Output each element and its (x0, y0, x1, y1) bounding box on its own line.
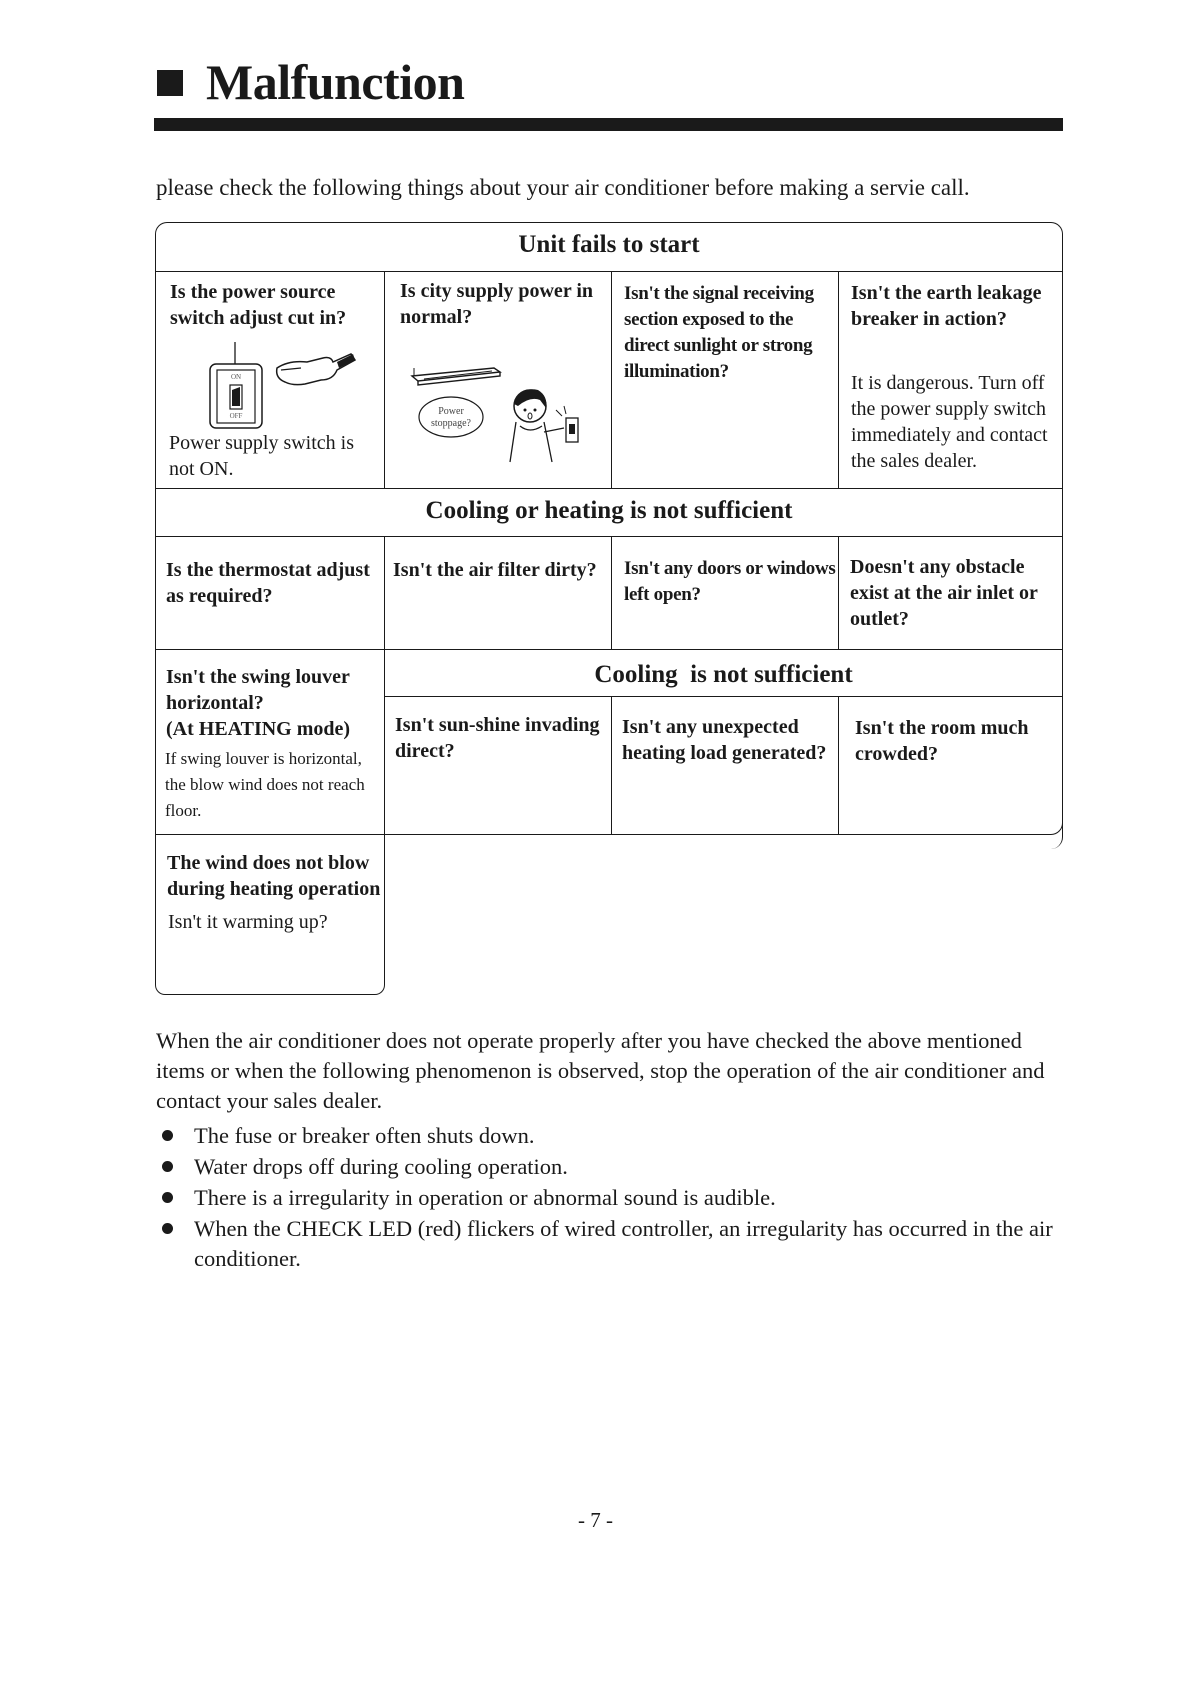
question-power-switch: Is the power source switch adjust cut in? (170, 281, 347, 329)
title-rule (154, 118, 1063, 131)
bullet-icon (162, 1161, 173, 1172)
question-wind: The wind does not blow during heating operation (167, 852, 381, 900)
list-item: When the CHECK LED (red) flickers of wired controller, an irregularity has occurred in the air conditioner. (162, 1214, 1062, 1274)
phenomena-list (162, 1121, 1062, 1275)
svg-text:stoppage?: stoppage? (431, 418, 471, 429)
question-heating-load: Isn't any unexpected heating load generated? (622, 716, 827, 764)
title-square-icon (157, 70, 183, 96)
answer-power-switch: Power supply switch is not ON. (169, 432, 354, 480)
intro-text: please check the following things about your air conditioner before making a servie call. (156, 175, 970, 200)
question-earth-leakage: Isn't the earth leakage breaker in action? (851, 282, 1042, 330)
page-title: Malfunction (206, 54, 465, 110)
answer-swing-louver: If swing louver is horizontal, the blow wind does not reach floor. (165, 749, 365, 820)
question-room-crowded: Isn't the room much crowded? (855, 717, 1029, 765)
question-obstacle: Doesn't any obstacle exist at the air inlet or outlet? (850, 556, 1038, 630)
question-swing-louver: Isn't the swing louver horizontal? (166, 666, 350, 714)
question-signal-receiving: Isn't the signal receiving section exposed to the direct sunlight or strong illumination? (624, 283, 814, 382)
svg-text:ON: ON (230, 373, 242, 381)
answer-earth-leakage: It is dangerous. Turn off the power supply switch immediately and contact the sales dealer. (851, 372, 1048, 472)
svg-text:OFF: OFF (229, 412, 243, 420)
section-title-cooling: Cooling is not sufficient (594, 661, 853, 688)
question-air-filter: Isn't the air filter dirty? (393, 559, 597, 581)
bullet-icon (162, 1192, 173, 1203)
bullet-icon (162, 1223, 173, 1234)
answer-wind: Isn't it warming up? (168, 911, 328, 933)
list-item: Water drops off during cooling operation. (162, 1152, 1062, 1182)
svg-text:Power: Power (438, 406, 464, 417)
page-number: - 7 - (578, 1508, 613, 1532)
section-title-cooling-heating: Cooling or heating is not sufficient (425, 497, 793, 524)
list-item: There is a irregularity in operation or abnormal sound is audible. (162, 1183, 1062, 1213)
question-heating-mode: (At HEATING mode) (166, 718, 351, 740)
question-sunshine: Isn't sun-shine invading direct? (395, 714, 600, 762)
power-switch-icon (205, 340, 365, 430)
closing-paragraph: When the air conditioner does not operate properly after you have checked the above mentioned items or when the following phenomenon is observed, stop the operation of the air conditioner and contact your sales dealer. (156, 1028, 1045, 1113)
list-item: The fuse or breaker often shuts down. (162, 1121, 1062, 1151)
question-thermostat: Is the thermostat adjust as required? (166, 559, 370, 607)
question-doors-windows: Isn't any doors or windows left open? (624, 558, 836, 605)
question-city-supply: Is city supply power in normal? (400, 280, 594, 328)
section-title-unit-fails: Unit fails to start (518, 231, 700, 258)
bullet-icon (162, 1130, 173, 1141)
power-stoppage-icon (404, 350, 604, 465)
